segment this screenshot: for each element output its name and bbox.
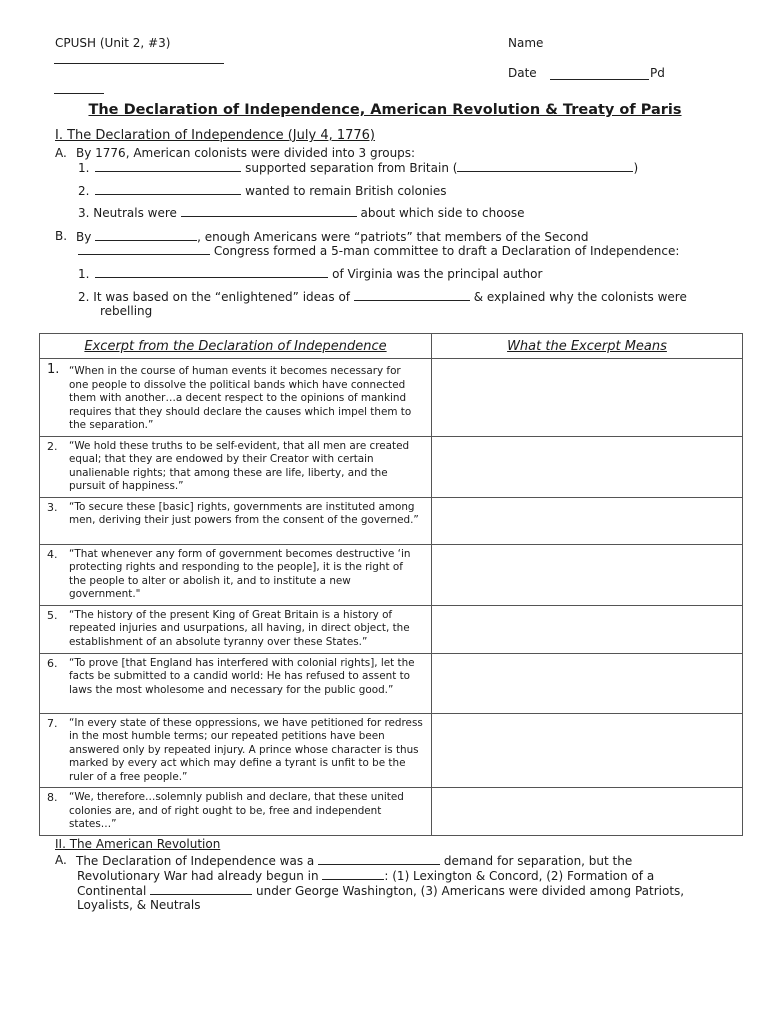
table-row [40,788,743,836]
s2a-year-blank[interactable] [322,868,384,880]
s1b-blank[interactable] [95,229,197,241]
s1a-item3-blank[interactable] [181,205,357,217]
section1-a-text: By 1776, American colonists were divided into 3 groups: [76,146,416,160]
s1b-item2-blank[interactable] [354,289,470,301]
row-number: 1. [47,362,60,377]
excerpt-text: “To secure these [basic] rights, governments are instituted among men, deriving their just powers from the consent of the governed.” [69,500,419,526]
s1b-post: , enough Americans were “patriots” that members of the Second [197,230,589,244]
s1a-item3-post: about which side to choose [360,206,525,220]
table-row [40,544,743,605]
row-number: 5. [47,608,58,622]
s1b-item1 [78,266,542,281]
section1-b-label: B. [55,229,68,243]
s2a-line2-pre: Revolutionary War had already begun in [77,869,319,883]
table-row [40,605,743,653]
s1b-item2 [78,289,687,304]
s2a-pre: The Declaration of Independence was a [76,854,315,868]
s1a-item2-text: wanted to remain British colonies [245,184,447,198]
table-row [40,653,743,713]
s2a-line2 [77,868,654,883]
s2a-line3-post: under George Washington, (3) Americans were divided among Patriots, [256,884,685,898]
s1a-item1-num: 1. [78,161,90,175]
excerpt-text: “We, therefore…solemnly publish and declare, that these united colonies are, and of right ought to be, free and independent states…” [69,791,404,830]
table-row [40,436,743,497]
s1a-item2 [78,183,447,198]
pd-label: Pd [650,66,665,80]
s1b-line2 [78,243,679,258]
meaning-cell[interactable] [432,359,743,437]
row-number: 6. [47,656,58,670]
s2a-line2-post: : (1) Lexington & Concord, (2) Formation of a [384,869,655,883]
page-title: The Declaration of Independence, American Revolution & Treaty of Paris [88,102,682,118]
s2a-line3 [77,883,684,898]
s1a-item1-paren-blank[interactable] [457,160,633,172]
section2-heading: II. The American Revolution [55,837,221,851]
s2a-post: demand for separation, but the [443,854,633,868]
meaning-cell[interactable] [432,497,743,544]
s1a-item1-close: ) [633,161,639,175]
s1b-item1-blank[interactable] [95,266,328,278]
s1b-line2-text: Congress formed a 5-man committee to draft a Declaration of Independence: [213,244,680,258]
date-blank[interactable] [550,79,649,80]
meaning-cell[interactable] [432,544,743,605]
meaning-cell[interactable] [432,788,743,836]
section1-a-label: A. [55,146,67,160]
col-header-meaning: What the Excerpt Means [432,334,743,359]
table-row [40,497,743,544]
s2a-line1 [76,853,632,868]
s1b-congress-blank[interactable] [78,243,210,255]
s1b-line1 [76,229,589,244]
s1b-pre: By [76,230,92,244]
s1a-item3-pre: Neutrals were [93,206,177,220]
s1a-item3-num: 3. [78,206,90,220]
section2-a-label: A. [55,853,67,867]
excerpt-text: “We hold these truths to be self-evident, that all men are created equal; that they are endowed by their Creator with certain unalienable rights; that among these are life, liberty, and the pursuit of happiness.” [69,439,410,492]
s1b-item1-text: of Virginia was the principal author [332,267,543,281]
course-label: CPUSH (Unit 2, #3) [55,36,171,50]
s1a-item1-blank[interactable] [95,160,241,172]
row-number: 3. [47,500,58,514]
meaning-cell[interactable] [432,713,743,788]
s2a-demand-blank[interactable] [318,853,440,865]
excerpt-text: “In every state of these oppressions, we have petitioned for redress in the most humble terms; our repeated petitions have been answered only by repeated injury. A prince whose character is thus marked by every act which may define a tyrant is unfit to be the ruler of a free people.” [69,716,423,783]
s2a-line4: Loyalists, & Neutrals [77,898,201,912]
meaning-cell[interactable] [432,605,743,653]
col-header-excerpt: Excerpt from the Declaration of Independence [40,334,432,359]
row-number: 8. [47,791,58,804]
meaning-cell[interactable] [432,436,743,497]
s1b-item2-cont: rebelling [100,304,153,318]
s1a-item1-text: supported separation from Britain ( [245,161,458,175]
row-number: 4. [47,547,58,561]
date-label: Date [508,66,537,80]
row-number: 7. [47,716,58,730]
excerpt-text: “The history of the present King of Great Britain is a history of repeated injuries and usurpations, all having, in direct object, the establishment of an absolute tyranny over these States.” [69,608,410,648]
s1a-item2-num: 2. [78,184,90,198]
excerpt-text: “To prove [that England has interfered with colonial rights], let the facts be submitted to a candid world: He has refused to assent to laws the most wholesome and necessary for the public good.” [69,656,415,696]
s1b-item2-num: 2. [78,290,90,304]
row-number: 2. [47,439,58,453]
name-label: Name [508,36,544,50]
section1-heading: I. The Declaration of Independence (July 4, 1776) [55,128,376,143]
pd-blank[interactable] [54,93,104,94]
table-row [40,359,743,437]
s2a-line3-pre: Continental [77,884,147,898]
s1a-item1 [78,160,638,175]
s1a-item2-blank[interactable] [95,183,241,195]
table-header-row [40,334,743,359]
s2a-army-blank[interactable] [150,883,252,895]
s1b-item1-num: 1. [78,267,90,281]
s1b-item2-post: & explained why the colonists were [473,290,687,304]
excerpt-text: “That whenever any form of government becomes destructive ‘in protecting rights and responding to the people], it is the right of the people to alter or abolish it, and to institute a new government." [69,547,411,600]
excerpt-text: “When in the course of human events it becomes necessary for one people to dissolve the political bands which have connected them with another…a decent respect to the opinions of mankind requires that they should declare the causes which impel them to the separation.” [69,365,412,431]
table-row [40,713,743,788]
course-name-blank[interactable] [54,63,224,64]
excerpt-table [39,333,743,836]
meaning-cell[interactable] [432,653,743,713]
s1a-item3 [78,205,525,220]
s1b-item2-pre: It was based on the “enlightened” ideas of [93,290,351,304]
